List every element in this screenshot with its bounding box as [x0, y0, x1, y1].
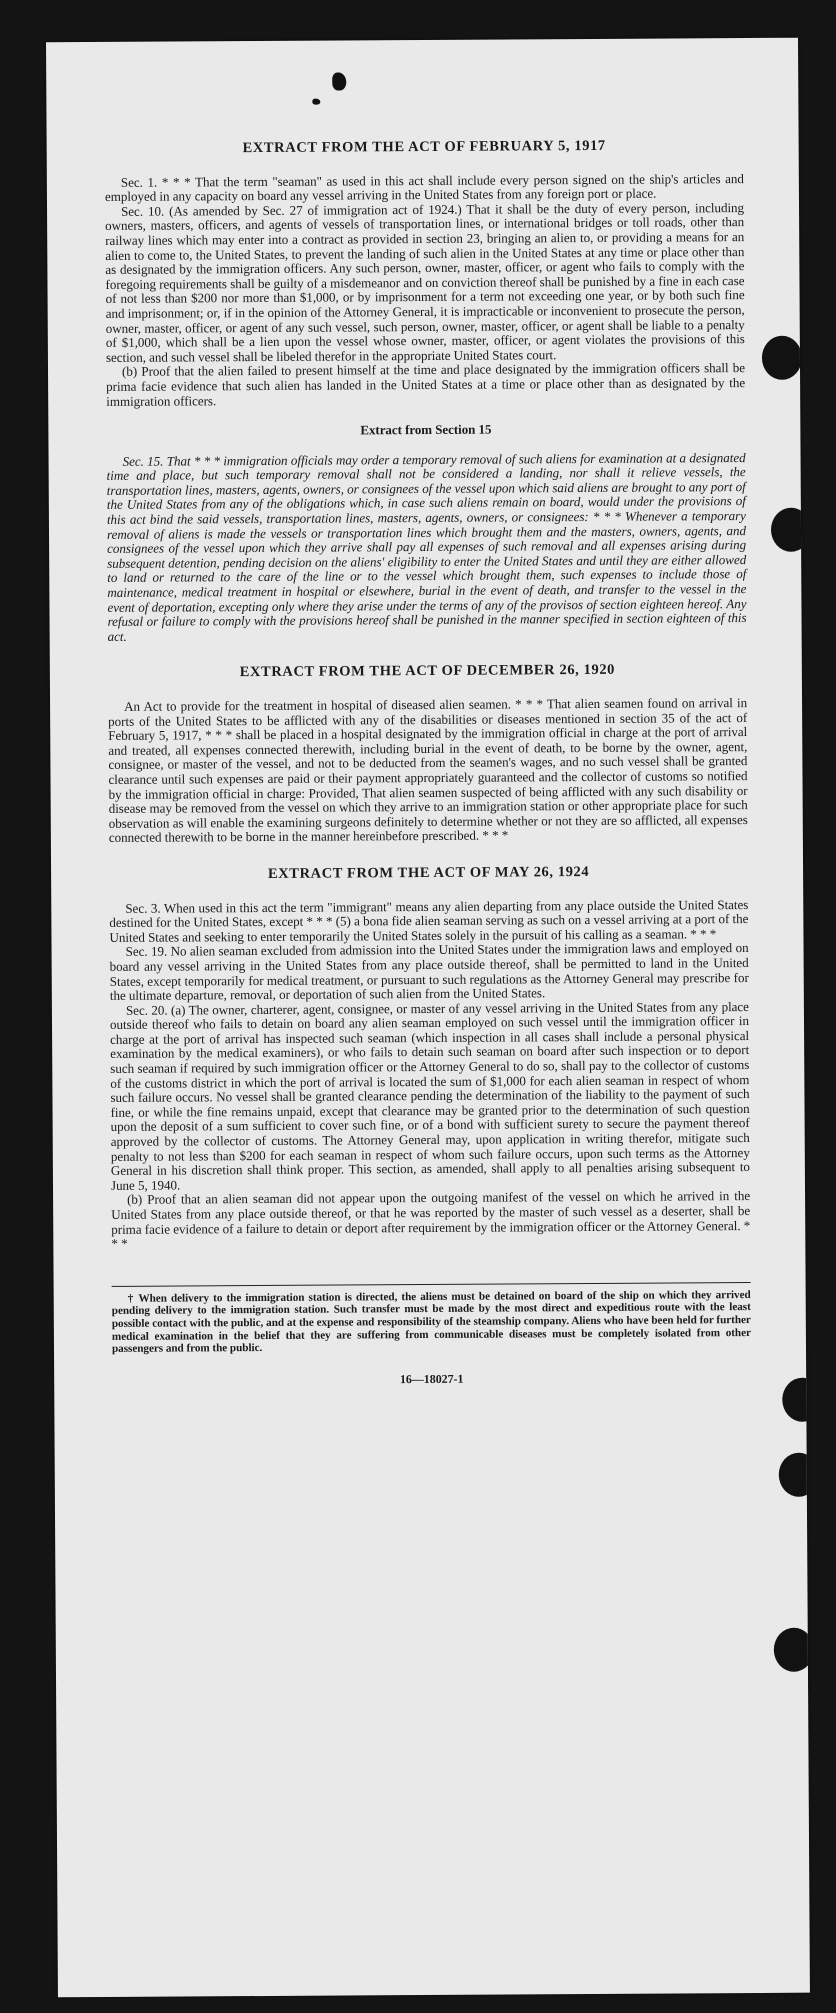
document-body [105, 138, 752, 1388]
paragraph: Sec. 1. * * * That the term "seaman" as used in this act shall include every person signed on the ship's articles and employed in any capacity on board any vessel arriving in the United States from any foreign port or place. [104, 170, 744, 205]
heading-act-1920: EXTRACT FROM THE ACT OF DECEMBER 26, 1920 [239, 662, 616, 681]
paragraph: (b) Proof that an alien seaman did not appear upon the outgoing manifest of the vessel on which he arrived in the United States from any place outside thereof, or that he was reported by the master of such vessel as a deserter, shall be prima facie evidence of a failure to detain or deport after requirement by the immigration officer or the Attorney General. * * * [111, 1188, 751, 1252]
footnote: † When delivery to the immigration station is directed, the aliens must be detained on board of the ship on which they arrived pending delivery to the immigration station. Such transfer must be made by the most direct and expeditious route with the least possible contact with the public, and at the expense and responsibility of the steamship company. Aliens who have been held for further medical examination in the belief that they are suffering from communicable diseases must be completely isolated from other passengers and from the public. [112, 1282, 751, 1356]
paragraph: Sec. 19. No alien seaman excluded from admission into the United States under the immigration laws and employed on board any vessel arriving in the United States from any place outside thereof, shall be permitted to land in the United States, except temporarily for medical treatment, or pursuant to such regulations as the Attorney General may prescribe for the ultimate departure, removal, or deportation of such alien from the United States. [109, 940, 749, 1004]
paragraph: An Act to provide for the treatment in hospital of diseased alien seamen. * * * That alien seamen found on arrival in ports of the United States to be afflicted with any of the disabilities or diseases mentioned in section 35 of the act of February 5, 1917, * * * shall be placed in a hospital designated by the immigration official in charge at the port of arrival and treated, all expenses connected therewith, including burial in the event of death, to be borne by the owner, agent, consignee, or master of the vessel, and not to be deducted from the seamen's wages, and no such vessel shall be granted clearance until such expenses are paid or their payment appropriately guaranteed and the collector of customs so notified by the immigration official in charge: Provided, That alien seamen suspected of being afflicted with any such disability or disease may be removed from the vessel on which they arrive to an immigration station or other appropriate place for such observation as will enable the examining surgeons definitely to determine whether or not they are so afflicted, all expenses connected therewith to be borne in the manner hereinbefore prescribed. * * * [108, 695, 748, 846]
ink-blot [332, 72, 346, 90]
hole-punch [762, 336, 802, 380]
paragraph: (b) Proof that the alien failed to present himself at the time and place designated by the immigration officers shall be prima facie evidence that such alien has landed in the United States at a time or place other than as designated by the immigration officers. [106, 360, 746, 409]
ink-blot [312, 99, 320, 105]
heading-act-1924: EXTRACT FROM THE ACT OF MAY 26, 1924 [267, 863, 590, 882]
paragraph: Sec. 10. (As amended by Sec. 27 of immigration act of 1924.) That it shall be the duty of every person, including owners, masters, officers, and agents of vessels of transportation lines, or international bridges or toll roads, other than railway lines which may enter into a contract as provided in section 23, bringing an alien to, or providing a means for an alien to come to, the United States, to prevent the landing of such alien in the United States at any time or place other than as designated by the immigration officers. Any such person, owner, master, officer, or agent who fails to comply with the foregoing requirements shall be guilty of a misdemeanor and on conviction thereof shall be punished by a fine in each case of not less than $200 nor more than $1,000, or by imprisonment for a term not exceeding one year, or by both such fine and imprisonment; or, if in the opinion of the Attorney General, it is impracticable or inconvenient to prosecute the person, owner, master, officer, or agent of any such vessel, such person, owner, master, officer, or agent shall be liable to a penalty of $1,000, which shall be a lien upon the vessel whose owner, master, officer, or agent violates the provisions of this section, and such vessel shall be libeled therefor in the appropriate United States court. [105, 199, 745, 365]
document-page [46, 38, 810, 1998]
heading-act-1917: EXTRACT FROM THE ACT OF FEBRUARY 5, 1917 [242, 137, 606, 157]
heading-section-15: Extract from Section 15 [360, 421, 492, 438]
hole-punch [782, 1378, 810, 1422]
paragraph: Sec. 20. (a) The owner, charterer, agent, consignee, or master of any vessel arriving in the United States from any place outside thereof who fails to detain on board any alien seaman employed on such vessel until the immigration officer in charge at the port of arrival has inspected such seaman (which inspection in all cases shall include a personal physical examination by the medical examiners), or who fails to detain such seaman on board after such inspection or to deport such seaman if required by such immigration officer or the Attorney General to do so, shall pay to the collector of customs of the customs district in which the port of arrival is located the sum of $1,000 for each alien seaman in respect of whom such failure occurs. No vessel shall be granted clearance pending the determination of the liability to the payment of such fine, or while the fine remains unpaid, except that clearance may be granted prior to the determination of such question upon the deposit of a sum sufficient to cover such fine, or of a bond with sufficient surety to secure the payment thereof approved by the collector of customs. The Attorney General may, upon application in writing therefor, mitigate such penalty to not less than $200 for each seaman in respect of whom such failure occurs, upon such terms as the Attorney General in his discretion shall think proper. This section, as amended, shall apply to all penalties arising subsequent to June 5, 1940. [109, 998, 750, 1193]
form-number: 16—18027-1 [399, 1371, 464, 1386]
hole-punch [771, 508, 810, 552]
paragraph: Sec. 3. When used in this act the term "immigrant" means any alien departing from any place outside the United States destined for the United States, except * * * (5) a bona fide alien seaman serving as such on a vessel arriving at a port of the United States and seeking to enter temporarily the United States solely in the pursuit of his calling as a seaman. * * * [109, 896, 749, 945]
hole-punch [774, 1628, 810, 1672]
paragraph: Sec. 15. That * * * immigration officials may order a temporary removal of such aliens for examination at a designated time and place, but such temporary removal shall not be considered a landing, nor shall it relieve vessels, the transportation lines, masters, agents, owners, or consignees of the vessel upon which said aliens are brought to any port of the United States from any of the obligations which, in case such aliens remain on board, would under the provisions of this act bind the said vessels, transportation lines, masters, agents, owners, or consignees: * * * Whenever a temporary removal of aliens is made the vessels or transportation lines which brought them and the masters, owners, agents, and consignees of the vessel upon which they arrive shall pay all expenses of such removal and all expenses arising during subsequent detention, pending decision on the aliens' eligibility to enter the United States and until they are either allowed to land or returned to the care of the line or to the vessel which brought them, such expenses to include those of maintenance, medical treatment in hospital or elsewhere, burial in the event of death, and transfer to the vessel in the event of deportation, excepting only where they arise under the terms of any of the provisos of section eighteen hereof. Any refusal or failure to comply with the provisions hereof shall be punished in the manner specified in section eighteen of this act. [106, 449, 747, 644]
hole-punch [779, 1453, 810, 1497]
